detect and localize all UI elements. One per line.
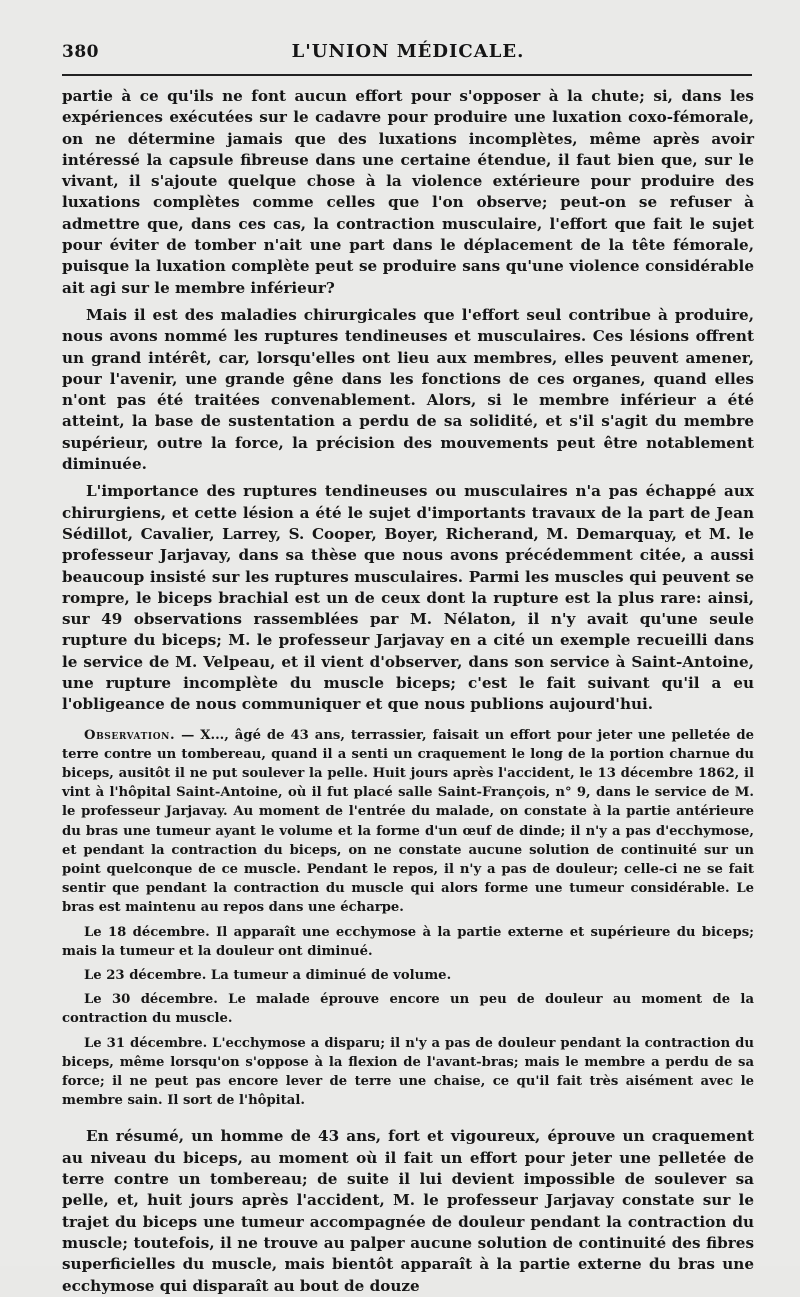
paragraph-continuation: partie à ce qu'ils ne font aucun effort pour s'opposer à la chute; si, dans les expériences exécutées sur le cadavre pour produire une luxation coxo-fémorale, on ne détermine jamais que des luxations incomplètes, même après avoir intéressé la capsule fibreuse dans une certaine étendue, il faut bien que, sur le vivant, il s'ajoute quelque chose à la violence extérieure pour produire des luxations complètes comme celles que l'on observe; peut-on se refuser à admettre que, dans ces cas, la contraction musculaire, l'effort que fait le sujet pour éviter de tomber n'ait une part dans le déplacement de la tête fémorale, puisque la luxation complète peut se produire sans qu'une violence considérable ait agi sur le membre inférieur?	[62, 87, 754, 297]
paragraph-ruptures: Mais il est des maladies chirurgicales que l'effort seul contribue à produire, nous avons nommé les ruptures tendineuses et musculaires. Ces lésions offrent un grand intérêt, car, lorsqu'elles ont lieu aux membres, elles peuvent amener, pour l'avenir, une grande gêne dans les fonctions de ces organes, quand elles n'ont pas été traitées convenablement. Alors, si le membre inférieur a été atteint, la base de sustentation a perdu de sa solidité, et s'il s'agit du membre supérieur, outre la force, la précision des mouvements peut être notablement diminuée.	[62, 305, 754, 474]
main-text	[62, 86, 754, 716]
observation-intro	[62, 726, 754, 918]
summary-section	[62, 1126, 754, 1296]
page-number: 380	[62, 42, 99, 62]
summary-paragraph: En résumé, un homme de 43 ans, fort et vigoureux, éprouve un craquement au niveau du biceps, au moment où il fait un effort pour jeter une pelletée de terre contre un tombereau; de suite il lui devient impossible de soulever sa pelle, et, huit jours après l'accident, M. le professeur Jarjavay constate sur le trajet du biceps une tumeur accompagnée de douleur pendant la contraction du muscle; toutefois, il ne trouve au palper aucune solution de continuité des fibres superficielles du muscle, mais bientôt apparaît à la partie externe du bras une ecchymose qui disparaît au bout de douze	[62, 1127, 754, 1295]
observation-entry-dec23: Le 23 décembre. La tumeur a diminué de volume.	[84, 968, 452, 984]
observation-entry-dec18: Le 18 décembre. Il apparaît une ecchymose à la partie externe et supérieure du biceps; mais la tumeur et la douleur ont diminué.	[62, 924, 754, 959]
journal-title: L'UNION MÉDICALE.	[291, 41, 525, 62]
observation-entry-dec31: Le 31 décembre. L'ecchymose a disparu; il n'y a pas de douleur pendant la contraction du biceps, même lorsqu'on s'oppose à la flexion de l'avant-bras; mais le membre a perdu de sa force; il ne peut pas encore lever de terre une chaise, ce qu'il fait très aisément avec le membre sain. Il sort de l'hôpital.	[62, 1035, 754, 1109]
header-rule	[62, 74, 752, 76]
paragraph-importance: L'importance des ruptures tendineuses ou musculaires n'a pas échappé aux chirurgiens, et cette lésion a été le sujet d'importants travaux de la part de Jean Sédillot, Cavalier, Larrey, S. Cooper, Boyer, Richerand, M. Demarquay, et M. le professeur Jarjavay, dans sa thèse que nous avons précédemment citée, a aussi beaucoup insisté sur les ruptures musculaires. Parmi les muscles qui peuvent se rompre, le biceps brachial est un de ceux dont la rupture est la plus rare: ainsi, sur 49 observations rassemblées par M. Nélaton, il n'y avait qu'une seule rupture du biceps; M. le professeur Jarjavay en a cité un exemple recueilli dans le service de M. Velpeau, et il vient d'observer, dans son service à Saint-Antoine, une rupture incomplète du muscle biceps; c'est le fait suivant qu'il a eu l'obligeance de nous communiquer et que nous publions aujourd'hui.	[62, 482, 754, 714]
running-head	[62, 38, 754, 68]
observation-entry-dec30: Le 30 décembre. Le malade éprouve encore un peu de douleur au moment de la contraction du muscle.	[62, 992, 754, 1027]
observation-label: Observation.	[84, 727, 176, 743]
observation-intro-text: — X..., âgé de 43 ans, terrassier, faisait un effort pour jeter une pelletée de terre contre un tombereau, quand il a senti un craquement le long de la portion charnue du biceps, ausitôt il ne put soulever la pelle. Huit jours après l'accident, le 13 décembre 1862, il vint à l'hôpital Saint-Antoine, où il fut placé salle Saint-François, n° 9, dans le service de M. le professeur Jarjavay. Au moment de l'entrée du malade, on constate à la partie antérieure du bras une tumeur ayant le volume et la forme d'un œuf de dinde; il n'y a pas d'ecchymose, et pendant la contraction du biceps, on ne constate aucune solution de continuité sur un point quelconque de ce muscle. Pendant le repos, il n'y a pas de douleur; celle-ci ne se fait sentir que pendant la contraction du muscle qui alors forme une tumeur considérable. Le bras est maintenu au repos dans une écharpe.	[62, 727, 754, 916]
observation-section	[62, 726, 754, 1111]
